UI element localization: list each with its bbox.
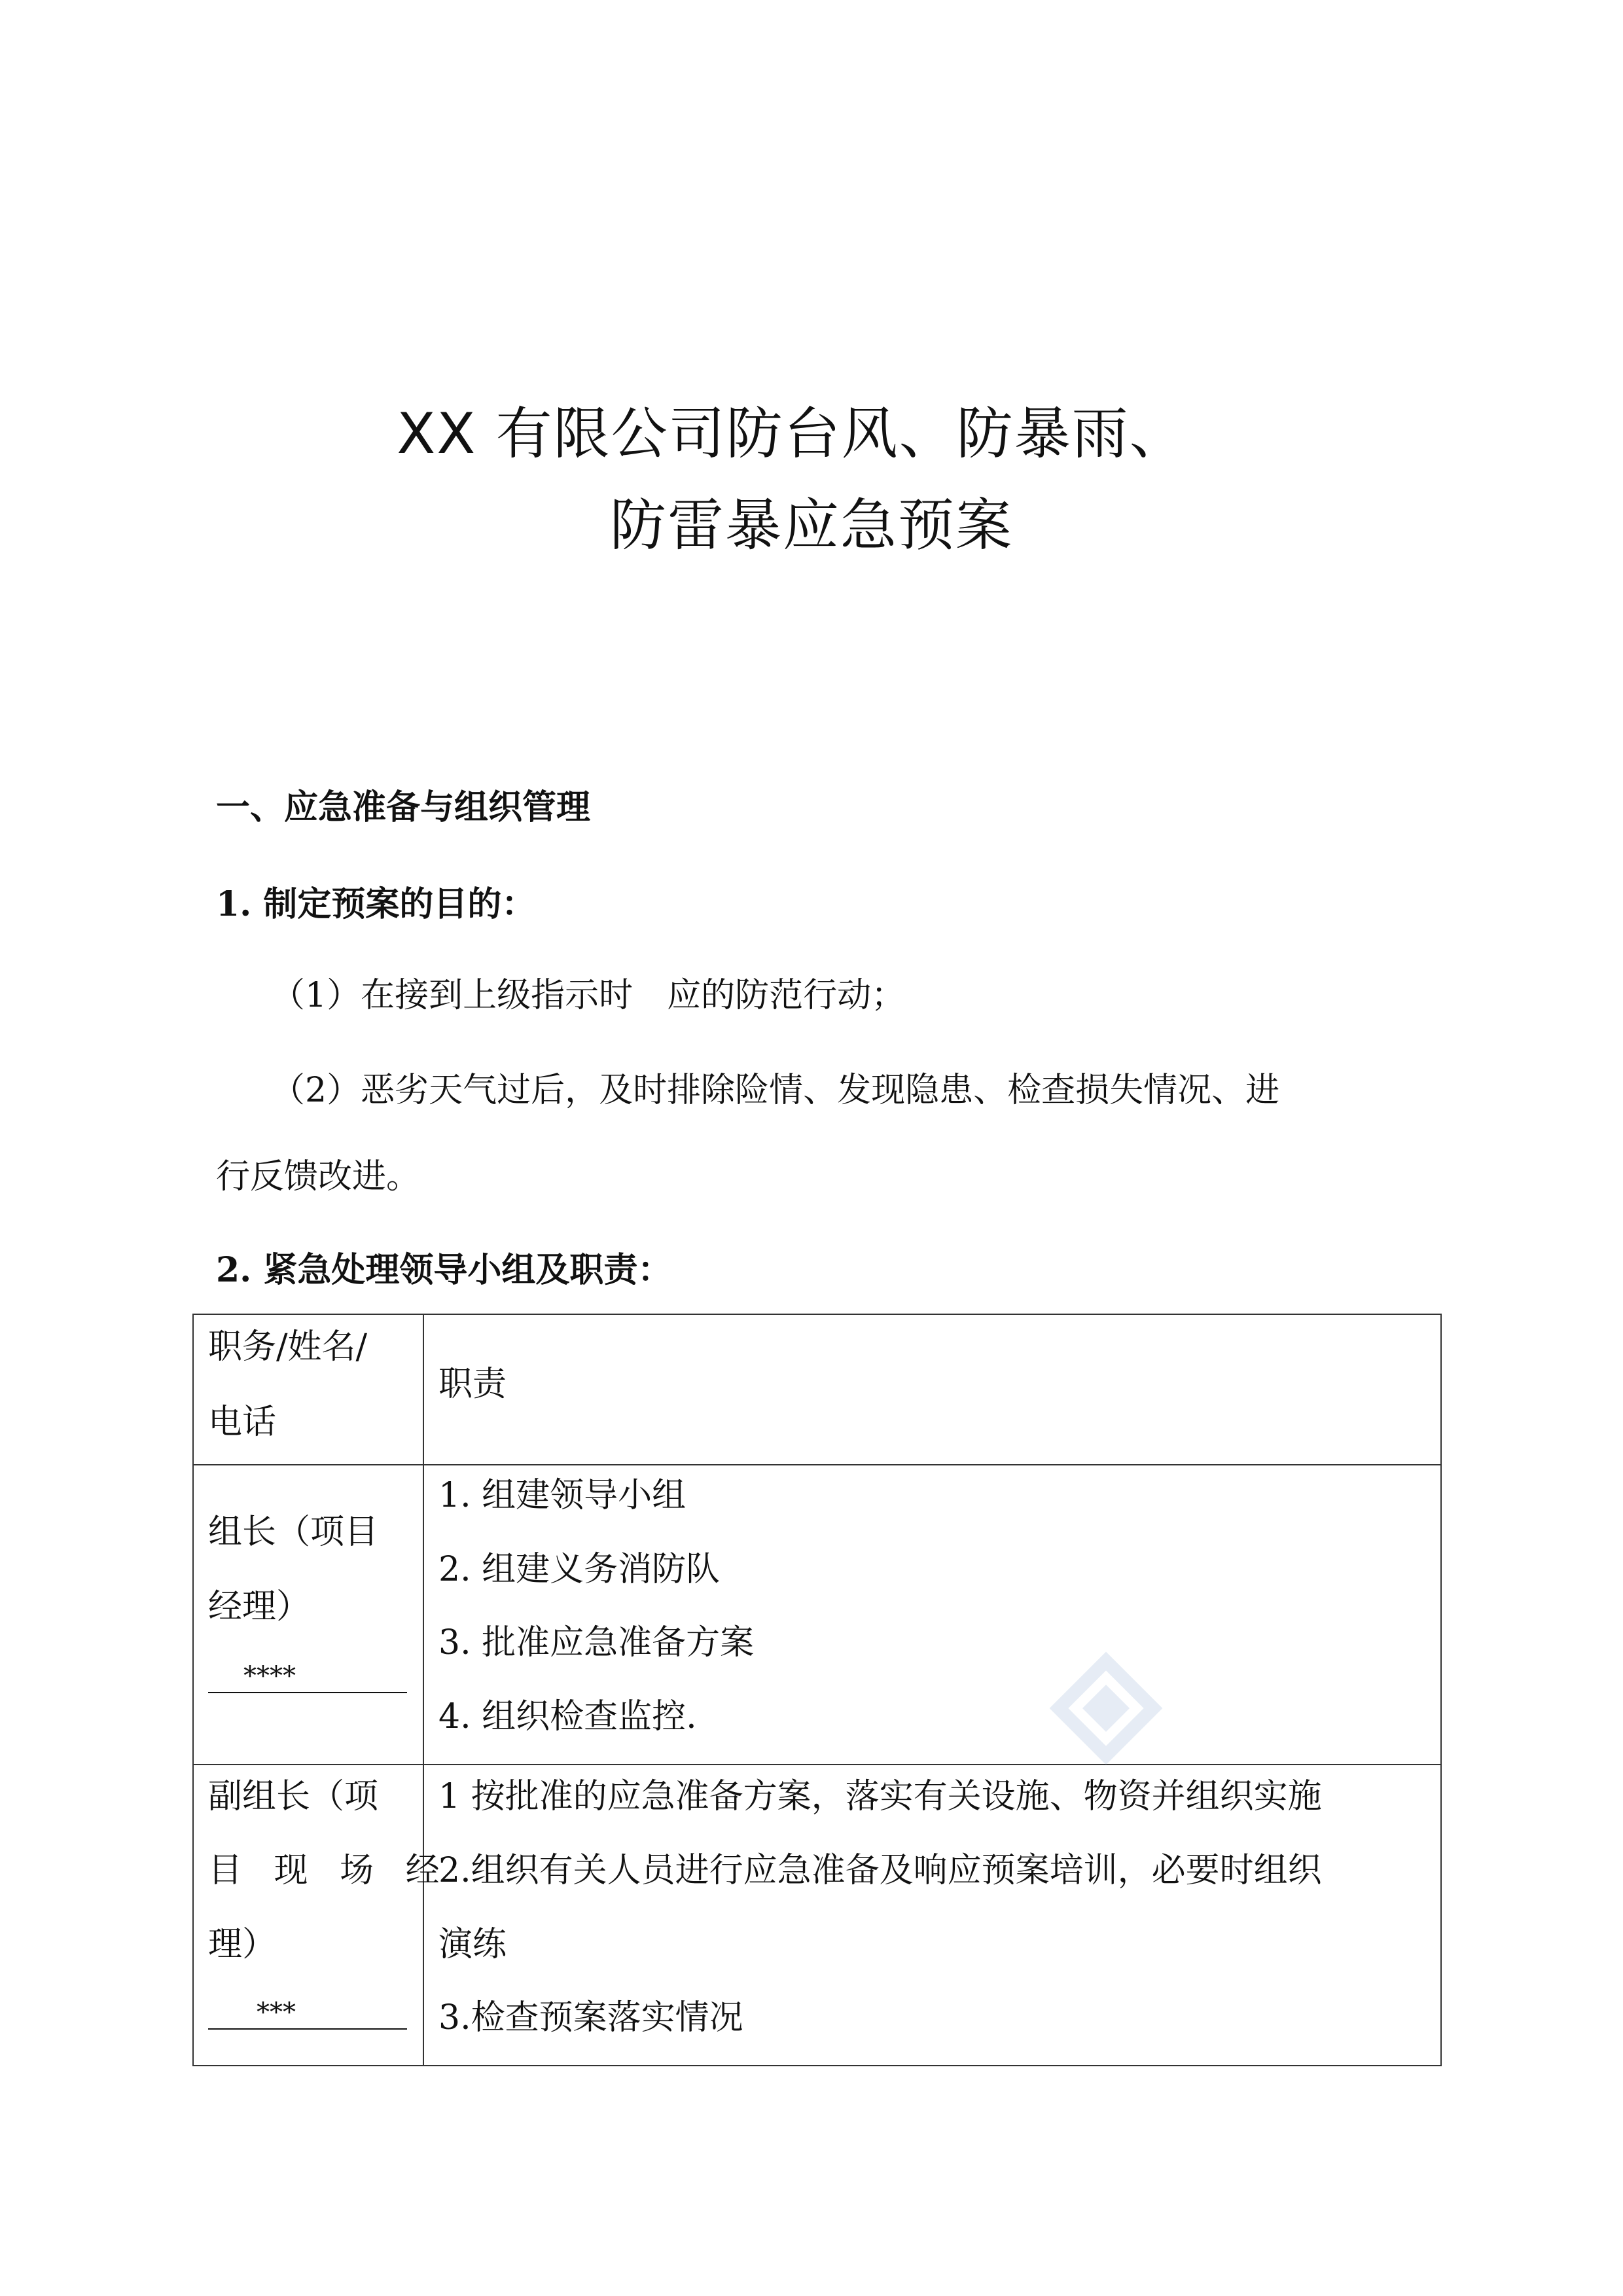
- watermark-logo-icon: [1047, 1649, 1165, 1767]
- person-name: ***: [257, 1998, 296, 2028]
- duty-item: 4. 组织检查监控.: [438, 1697, 697, 1736]
- role-line-1: 副组长（项: [208, 1777, 379, 1816]
- header-duties: 职责: [438, 1365, 507, 1404]
- role-line-2: 目 现 场 经: [208, 1851, 450, 1890]
- document-title-line-1: XX 有限公司防台风、防暴雨、: [397, 401, 1187, 467]
- role-line-1: 组长（项目: [208, 1513, 379, 1552]
- duty-item: 3.检查预案落实情况: [438, 1998, 743, 2037]
- name-underline: [208, 2028, 407, 2030]
- name-underline: [208, 1692, 407, 1693]
- purpose-point-2: （2）恶劣天气过后，及时排除险情、发现隐患、检查损失情况、进: [271, 1071, 1280, 1110]
- table-row: [194, 1765, 1440, 2066]
- table-header-row: [194, 1315, 1440, 1465]
- document-title-line-2: 防雷暴应急预案: [610, 493, 1013, 558]
- item-1-heading: 1. 制定预案的目的：: [216, 884, 536, 924]
- section-1-heading: 一、应急准备与组织管理: [216, 787, 591, 827]
- header-role-line-1: 职务/姓名/: [208, 1327, 368, 1367]
- duty-item: 2.组织有关人员进行应急准备及响应预案培训，必要时组织: [438, 1851, 1322, 1890]
- duty-item: 1 按批准的应急准备方案，落实有关设施、物资并组织实施: [438, 1777, 1322, 1816]
- leadership-table: [192, 1314, 1442, 2066]
- purpose-point-2-continued: 行反馈改进。: [216, 1157, 421, 1196]
- duty-item: 2. 组建义务消防队: [438, 1550, 721, 1589]
- table-row: [194, 1465, 1440, 1765]
- header-role-line-2: 电话: [208, 1403, 277, 1442]
- person-name: ****: [243, 1661, 296, 1691]
- duty-item: 演练: [438, 1925, 507, 1964]
- role-line-3: 理）: [208, 1925, 277, 1964]
- role-line-2: 经理）: [208, 1587, 311, 1626]
- duty-item: 3. 批准应急准备方案: [438, 1623, 755, 1662]
- duty-item: 1. 组建领导小组: [438, 1476, 687, 1515]
- purpose-point-1: （1）在接到上级指示时 应的防范行动；: [271, 976, 906, 1015]
- item-2-heading: 2. 紧急处理领导小组及职责：: [216, 1250, 672, 1290]
